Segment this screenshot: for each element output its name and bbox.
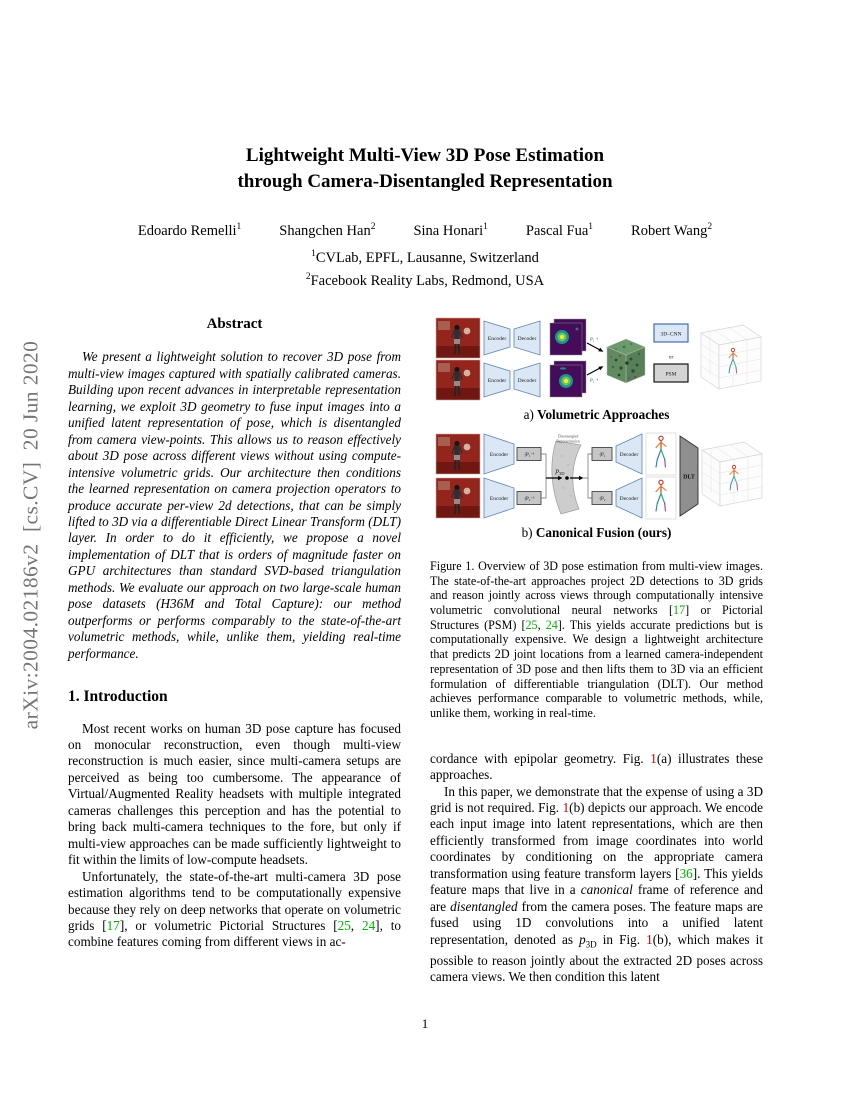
figure-reference-link[interactable]: 1 — [646, 931, 653, 947]
right-paragraph-1 — [430, 751, 763, 784]
psm-box — [654, 364, 688, 382]
text-segment: disentangled — [450, 898, 518, 914]
citation-link[interactable]: 25 — [337, 917, 351, 933]
output-3d-pose-grid — [702, 442, 762, 506]
figure-1b-diagram — [430, 432, 763, 520]
text-segment: ], or volumetric Pictorial Structures [ — [119, 917, 338, 933]
author — [631, 222, 712, 240]
svg-text:Encoder: Encoder — [489, 496, 509, 503]
heatmap-stack-1 — [550, 319, 586, 355]
decoder-block-2 — [616, 478, 642, 518]
svg-text:Encoder: Encoder — [487, 378, 507, 384]
citation-link[interactable]: 24 — [361, 917, 376, 933]
author-affil-mark: 2 — [707, 222, 713, 232]
decoder-block-1 — [514, 321, 540, 355]
text-segment: (a) illustrates these approaches. — [430, 750, 763, 783]
fusion-connectors-right — [584, 454, 593, 498]
author-name: Edoardo Remelli — [137, 222, 237, 239]
text-segment: in Fig. — [596, 931, 647, 947]
text-segment: , — [350, 917, 362, 933]
text-segment: b) — [521, 525, 536, 541]
text-segment: from the camera poses. The feature maps are fused using 1D convolutions into a unified latent representation, denoted as — [430, 898, 763, 947]
svg-text:⋅|P₁: ⋅|P₁ — [598, 453, 606, 459]
text-segment: ], to combine features coming from different views in ac- — [68, 917, 401, 950]
author-name: Robert Wang — [631, 222, 708, 239]
figure-reference-link[interactable]: 1 — [562, 800, 570, 815]
arxiv-banner: arXiv:2004.02186v2 [cs.CV] 20 Jun 2020 — [18, 340, 43, 730]
input-image-view1 — [436, 434, 480, 474]
text-segment: (b), which makes it possible to reason jointly about the extracted 2D poses across camera views. We then condition this latent — [430, 931, 763, 985]
svg-text:Decoder: Decoder — [619, 452, 639, 459]
author — [526, 222, 593, 240]
paper-title — [0, 143, 850, 195]
citation-link[interactable]: 17 — [106, 917, 120, 933]
2d-pose-output-2 — [646, 477, 676, 519]
svg-text:Representation: Representation — [556, 439, 580, 444]
unprojection-arrow-2 — [587, 366, 604, 382]
encoder-block-1 — [484, 321, 510, 355]
text-segment: frame of reference and are — [430, 882, 763, 914]
svg-text:Decoder: Decoder — [619, 496, 639, 503]
ftl-project-box-1 — [592, 448, 612, 461]
svg-text:Decoder: Decoder — [517, 336, 537, 342]
text-segment: Volumetric Approaches — [537, 407, 670, 422]
text-segment: Figure 1. Overview of 3D pose estimation from multi-view images. The state-of-the-art approaches project 2D detections to 3D grids and reason jointly across views through computationally intensive volumetric convolutional neural networks [ — [430, 558, 763, 618]
affiliation: $^2$Facebook Reality Labs, Redmond, USA — [305, 271, 545, 289]
cnn-box — [654, 324, 688, 342]
author-name: Shangchen Han — [279, 222, 371, 239]
input-image-view2 — [436, 360, 480, 400]
svg-text:PSM: PSM — [665, 371, 677, 378]
figure-1-main-caption — [430, 559, 763, 721]
or-label: or — [668, 354, 674, 361]
title-line-2: through Camera-Disentangled Representation — [237, 171, 613, 192]
p3d-label: $p_{3D}$ — [555, 467, 565, 477]
decoder-block-1 — [616, 434, 642, 474]
author-affil-mark: 2 — [370, 222, 376, 232]
citation-link[interactable]: 24 — [545, 617, 558, 632]
svg-text:⋅|P₂⁻¹: ⋅|P₂⁻¹ — [523, 497, 535, 503]
encoder-block-1 — [484, 434, 514, 474]
volumetric-grid — [607, 339, 645, 383]
author-affil-mark: 1 — [483, 222, 488, 232]
text-segment: Canonical Fusion (ours) — [535, 525, 672, 541]
input-image-view2 — [436, 478, 480, 518]
author-name: Sina Honari — [413, 222, 484, 239]
affiliation: $^1$CVLab, EPFL, Lausanne, Switzerland — [311, 249, 539, 266]
dlt-block — [680, 436, 698, 516]
text-segment: ] or Pictorial Structures (PSM) [ — [430, 603, 763, 632]
input-image-view1 — [436, 318, 480, 358]
svg-text:3D–CNN: 3D–CNN — [660, 331, 682, 338]
intro-paragraph-2 — [68, 869, 401, 951]
text-segment: p — [579, 931, 586, 947]
title-line-1: Lightweight Multi-View 3D Pose Estimation — [245, 145, 605, 166]
unprojection-arrow-1 — [587, 337, 604, 352]
svg-text:Encoder: Encoder — [489, 452, 509, 459]
svg-text:⋅|P₁⁻¹: ⋅|P₁⁻¹ — [523, 453, 535, 459]
encoder-block-2 — [484, 478, 514, 518]
figure-1a-diagram — [430, 316, 763, 402]
citation-link[interactable]: 25 — [525, 617, 538, 632]
text-segment: (b) depicts our approach. We encode each input image into latent representations, which are then efficiently transformed from image coordinates into world coordinates by conditioning on the appropriate camera transformation using feature transform layers [ — [430, 800, 764, 881]
author-affil-mark: 1 — [588, 222, 594, 232]
author-affil-mark: 1 — [236, 222, 242, 232]
svg-text:P₁⁻¹: P₁⁻¹ — [590, 336, 599, 342]
text-segment: cordance with epipolar geometry. Fig. — [430, 750, 651, 766]
svg-text:DLT: DLT — [683, 474, 695, 481]
title-block — [0, 143, 850, 195]
author-list — [0, 222, 850, 240]
author — [413, 222, 487, 240]
svg-text:Disentangled: Disentangled — [557, 434, 579, 439]
text-segment: Unfortunately, the state-of-the-art multi-camera 3D pose estimation algorithms tend to be computationally expensive because they rely on deep networks that operate on volumetric grids [ — [68, 868, 401, 933]
author — [279, 222, 375, 240]
figure-reference-link[interactable]: 1 — [650, 750, 657, 766]
left-column — [68, 310, 401, 951]
figure-1 — [430, 316, 763, 721]
right-paragraph-2 — [430, 784, 763, 986]
citation-link[interactable]: 17 — [673, 603, 686, 618]
abstract-text: We present a lightweight solution to recover 3D pose from multi-view images captured with spatially calibrated cameras. Building upon recent advances in interpretable representation learning, we exploit 3D geometry to fuse input images into a unified latent representation of pose, which is disentangled from camera view-points. This allows us to reason effectively about 3D pose across different views without using compute-intensive volumetric grids. Our architecture then conditions the learned representation on camera projection operators to produce accurate per-view 2d detections, that can be simply lifted to 3D via a differentiable Direct Linear Transform (DLT) layer. In order to do it efficiently, we propose a novel implementation of DLT that is orders of magnitude faster on GPU architectures than standard SVD-based triangulation methods. We evaluate our approach on two large-scale human pose datasets (H36M and Total Capture): our method outperforms or performs comparably to the state-of-the-art volumetric methods, while, unlike them, yielding real-time performance. — [68, 349, 401, 661]
fusion-connectors-left — [541, 454, 546, 498]
page-number: 1 — [421, 1016, 429, 1031]
figure-1a-caption — [430, 407, 763, 423]
abstract-heading: Abstract — [206, 316, 263, 332]
svg-text:Decoder: Decoder — [517, 378, 537, 384]
text-segment: ]. This yields accurate predictions but is computationally expensive. We design a lightweight architecture that predicts 2D joint locations from a learned camera-independent representation of 3D pose and then lifts them to 3D via an efficient formulation of differentiable triangulation (DLT). Our method achieves performance comparable to volumetric methods, while, unlike them, working in real-time. — [430, 617, 763, 720]
ftl-project-box-2 — [592, 492, 612, 505]
right-column — [430, 310, 763, 986]
decoder-block-2 — [514, 363, 540, 397]
svg-text:⋅|P₂: ⋅|P₂ — [598, 497, 606, 503]
text-segment: 3D — [585, 939, 597, 950]
ftl-inverse-box-1 — [517, 448, 541, 461]
text-segment: ]. This yields feature maps that live in a — [430, 865, 763, 898]
ftl-inverse-box-2 — [517, 492, 541, 505]
author-name: Pascal Fua — [525, 222, 589, 239]
author — [138, 222, 241, 240]
section-heading-introduction: 1. Introduction — [68, 688, 168, 706]
svg-text:P₂⁻¹: P₂⁻¹ — [590, 377, 599, 383]
2d-pose-output-1 — [646, 433, 676, 475]
affiliation-list — [0, 245, 850, 291]
figure-1b-caption — [430, 525, 763, 541]
text-segment: canonical — [580, 882, 633, 898]
encoder-block-2 — [484, 363, 510, 397]
text-segment: In this paper, we demonstrate that the expense of using a 3D grid is not required. Fig. — [430, 783, 763, 815]
output-3d-pose-grid — [701, 325, 761, 389]
citation-link[interactable]: 36 — [679, 865, 693, 881]
text-segment: a) — [523, 407, 538, 422]
disentangled-representation — [546, 435, 584, 515]
intro-paragraph-1: Most recent works on human 3D pose capture has focused on monocular reconstruction, even though multi-view reconstruction is much easier, since multi-camera setups are perceived as being too cumbersome. The appearance of Virtual/Augmented Reality headsets with multiple integrated cameras challenges this perception and has the potential to bring back multi-camera techniques to the fore, but only if multi-view approaches can be made sufficiently lightweight to fit within the limits of low-compute headsets. — [68, 720, 401, 868]
text-segment: , — [537, 617, 546, 632]
svg-text:Encoder: Encoder — [487, 336, 507, 342]
heatmap-stack-2 — [550, 361, 586, 397]
